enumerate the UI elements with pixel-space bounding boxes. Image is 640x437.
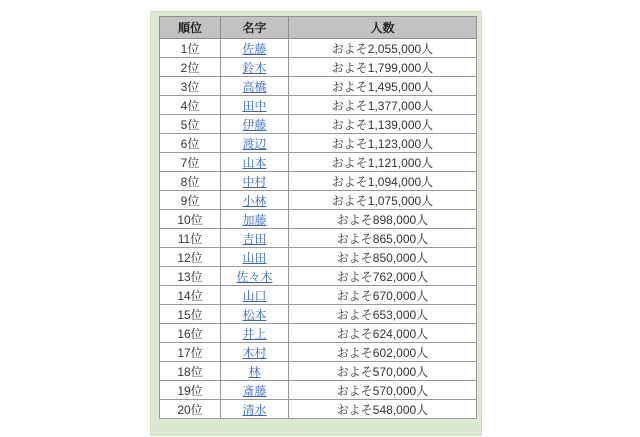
surname-link[interactable]: 斎藤 — [242, 383, 267, 398]
name-cell — [221, 343, 289, 362]
surname-link[interactable]: 山本 — [242, 155, 267, 170]
rank-cell: 13位 — [160, 267, 221, 286]
surname-link[interactable]: 吉田 — [242, 231, 267, 246]
rank-cell: 14位 — [160, 286, 221, 305]
name-cell — [221, 172, 289, 191]
table-row — [160, 191, 477, 210]
count-cell: およそ1,495,000人 — [289, 77, 477, 96]
table-row — [160, 381, 477, 400]
table-row — [160, 305, 477, 324]
surname-link[interactable]: 伊藤 — [242, 117, 267, 132]
rank-cell: 7位 — [160, 153, 221, 172]
table-row — [160, 229, 477, 248]
table-row — [160, 324, 477, 343]
name-cell — [221, 305, 289, 324]
table-row — [160, 248, 477, 267]
surname-link[interactable]: 渡辺 — [242, 136, 267, 151]
rank-cell: 5位 — [160, 115, 221, 134]
surname-link[interactable]: 林 — [248, 364, 261, 379]
rank-cell: 1位 — [160, 39, 221, 58]
rank-cell: 10位 — [160, 210, 221, 229]
column-header-name: 名字 — [221, 17, 289, 39]
ranking-panel — [150, 11, 482, 436]
table-body — [160, 39, 477, 419]
rank-cell: 16位 — [160, 324, 221, 343]
count-cell: およそ602,000人 — [289, 343, 477, 362]
table-row — [160, 39, 477, 58]
table-row — [160, 400, 477, 419]
table-row — [160, 96, 477, 115]
count-cell: およそ1,121,000人 — [289, 153, 477, 172]
rank-cell: 6位 — [160, 134, 221, 153]
surname-link[interactable]: 高橋 — [242, 79, 267, 94]
name-cell — [221, 381, 289, 400]
name-cell — [221, 153, 289, 172]
count-cell: およそ2,055,000人 — [289, 39, 477, 58]
name-cell — [221, 324, 289, 343]
name-cell — [221, 96, 289, 115]
rank-cell: 15位 — [160, 305, 221, 324]
rank-cell: 11位 — [160, 229, 221, 248]
count-cell: およそ865,000人 — [289, 229, 477, 248]
column-header-count: 人数 — [289, 17, 477, 39]
rank-cell: 8位 — [160, 172, 221, 191]
table-row — [160, 115, 477, 134]
name-cell — [221, 286, 289, 305]
name-cell — [221, 210, 289, 229]
surname-ranking-table — [159, 16, 477, 419]
name-cell — [221, 58, 289, 77]
rank-cell: 2位 — [160, 58, 221, 77]
rank-cell: 17位 — [160, 343, 221, 362]
table-row — [160, 267, 477, 286]
count-cell: およそ1,094,000人 — [289, 172, 477, 191]
rank-cell: 18位 — [160, 362, 221, 381]
rank-cell: 9位 — [160, 191, 221, 210]
table-row — [160, 134, 477, 153]
surname-link[interactable]: 鈴木 — [242, 60, 267, 75]
name-cell — [221, 248, 289, 267]
count-cell: およそ1,075,000人 — [289, 191, 477, 210]
count-cell: およそ1,799,000人 — [289, 58, 477, 77]
surname-link[interactable]: 松本 — [242, 307, 267, 322]
count-cell: およそ624,000人 — [289, 324, 477, 343]
name-cell — [221, 267, 289, 286]
surname-link[interactable]: 加藤 — [242, 212, 267, 227]
table-row — [160, 58, 477, 77]
name-cell — [221, 362, 289, 381]
surname-link[interactable]: 木村 — [242, 345, 267, 360]
table-row — [160, 286, 477, 305]
count-cell: およそ670,000人 — [289, 286, 477, 305]
count-cell: およそ762,000人 — [289, 267, 477, 286]
name-cell — [221, 77, 289, 96]
count-cell: およそ570,000人 — [289, 381, 477, 400]
count-cell: およそ570,000人 — [289, 362, 477, 381]
rank-cell: 19位 — [160, 381, 221, 400]
table-row — [160, 77, 477, 96]
name-cell — [221, 229, 289, 248]
surname-link[interactable]: 山田 — [242, 250, 267, 265]
rank-cell: 12位 — [160, 248, 221, 267]
surname-link[interactable]: 山口 — [242, 288, 267, 303]
surname-link[interactable]: 中村 — [242, 174, 267, 189]
table-row — [160, 362, 477, 381]
column-header-rank: 順位 — [160, 17, 221, 39]
rank-cell: 4位 — [160, 96, 221, 115]
count-cell: およそ1,139,000人 — [289, 115, 477, 134]
name-cell — [221, 400, 289, 419]
surname-link[interactable]: 田中 — [242, 98, 267, 113]
table-row — [160, 153, 477, 172]
name-cell — [221, 191, 289, 210]
surname-link[interactable]: 井上 — [242, 326, 267, 341]
header-row — [160, 17, 477, 39]
count-cell: およそ898,000人 — [289, 210, 477, 229]
surname-link[interactable]: 清水 — [242, 402, 267, 417]
name-cell — [221, 115, 289, 134]
count-cell: およそ548,000人 — [289, 400, 477, 419]
table-row — [160, 210, 477, 229]
table-row — [160, 343, 477, 362]
table-row — [160, 172, 477, 191]
name-cell — [221, 134, 289, 153]
surname-link[interactable]: 佐々木 — [236, 269, 273, 284]
count-cell: およそ850,000人 — [289, 248, 477, 267]
count-cell: およそ1,123,000人 — [289, 134, 477, 153]
name-cell — [221, 39, 289, 58]
surname-link[interactable]: 佐藤 — [242, 41, 267, 56]
rank-cell: 3位 — [160, 77, 221, 96]
count-cell: およそ1,377,000人 — [289, 96, 477, 115]
count-cell: およそ653,000人 — [289, 305, 477, 324]
rank-cell: 20位 — [160, 400, 221, 419]
surname-link[interactable]: 小林 — [242, 193, 267, 208]
